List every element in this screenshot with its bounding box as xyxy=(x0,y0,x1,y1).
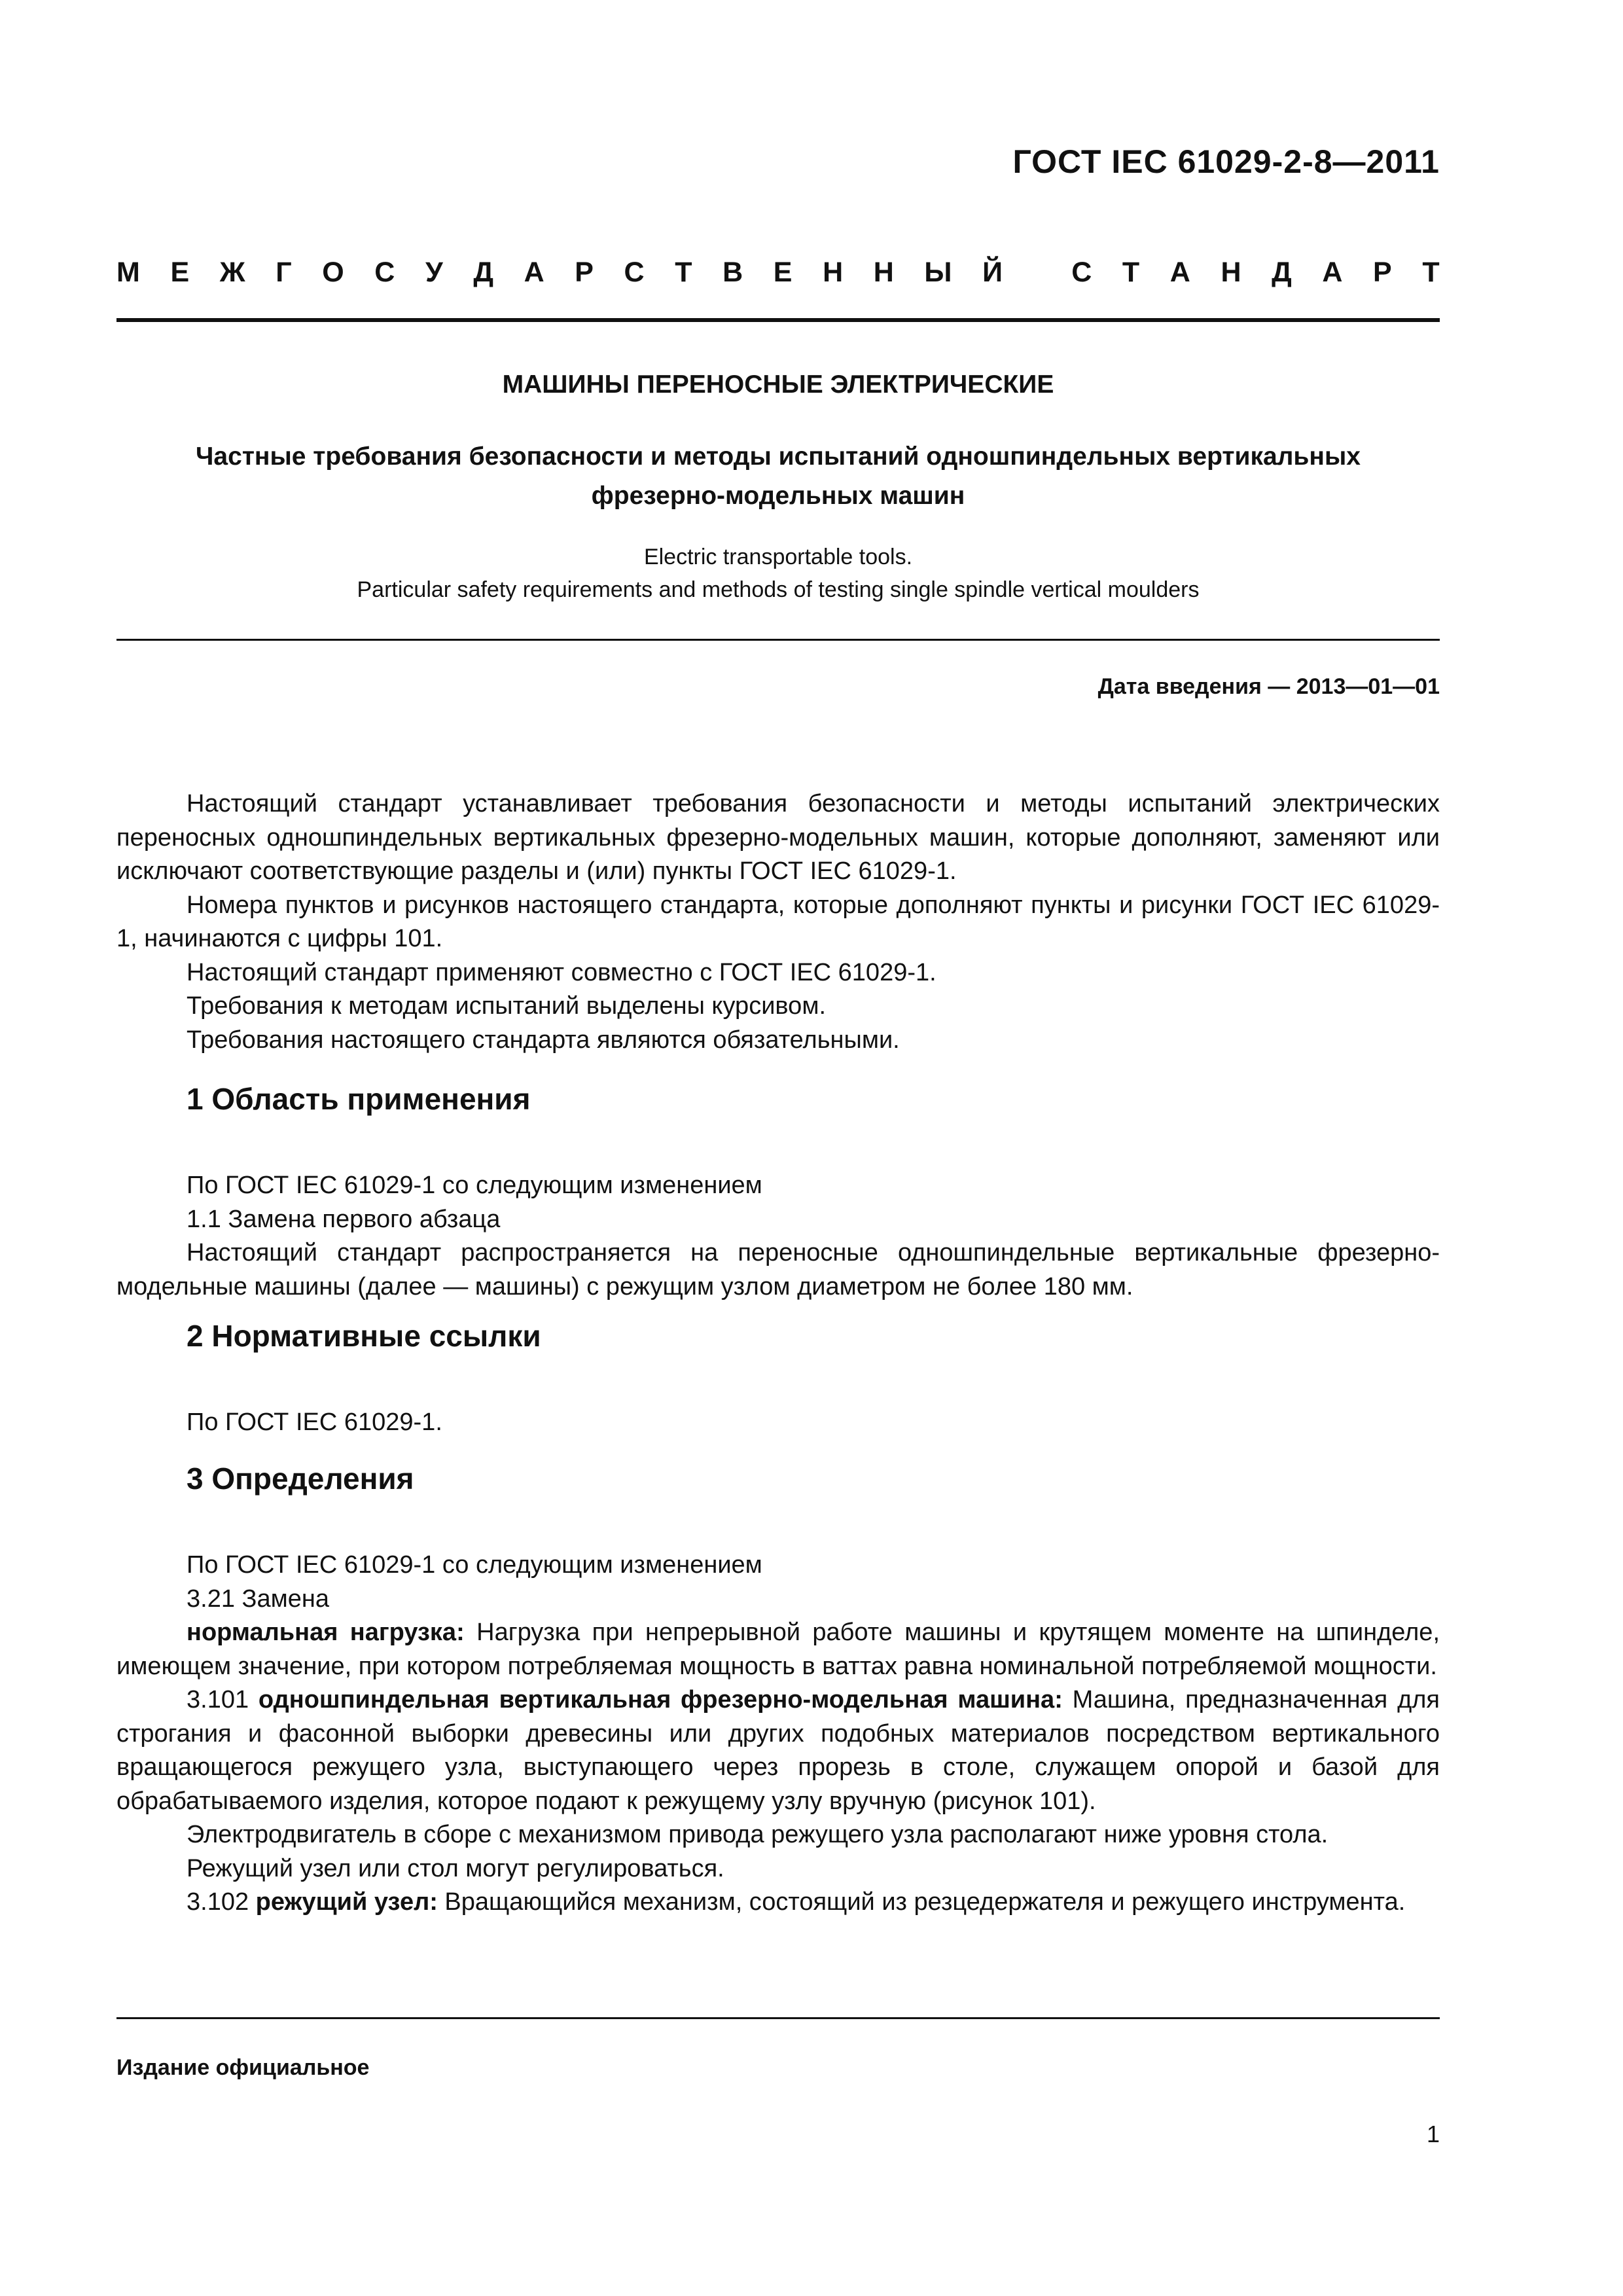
section-paragraph: По ГОСТ IEC 61029-1. xyxy=(187,1408,442,1436)
definition-text: Вращающийся механизм, состоящий из резцедержателя и режущего инструмента. xyxy=(437,1888,1406,1916)
title-letter: У xyxy=(425,257,443,288)
title-letter: С xyxy=(624,257,645,288)
title-letter: Т xyxy=(1122,257,1140,288)
definition-3-102 xyxy=(116,1886,1440,1920)
section-paragraph: Электродвигатель в сборе с механизмом привода режущего узла располагают ниже уровня стола. xyxy=(187,1821,1329,1848)
document-page xyxy=(116,0,1440,2296)
clause-number: 3.102 xyxy=(187,1888,256,1916)
subtitle-line-2: фрезерно-модельных машин xyxy=(591,482,965,510)
definition-3-101 xyxy=(116,1683,1440,1818)
english-title-line-2: Particular safety requirements and methods of testing single spindle vertical moulders xyxy=(357,577,1200,602)
section-paragraph: 1.1 Замена первого абзаца xyxy=(187,1205,501,1233)
preamble xyxy=(116,787,1440,1057)
title-letter: С xyxy=(1071,257,1092,288)
document-subtitle xyxy=(116,437,1440,516)
section-1-heading: 1 Область применения xyxy=(187,1082,531,1116)
title-letter: Н xyxy=(873,257,894,288)
title-letter: Е xyxy=(170,257,190,288)
title-letter: Р xyxy=(1373,257,1392,288)
footer-rule xyxy=(116,2017,1440,2019)
definition-text: Машина, предназначенная для строгания и фасонной выборки древесины или других подобных материалов посредством вертикального вращающегося режущего узла, выступающего через прорезь в столе, служащем опорой и базой для обрабатываемого изделия, которое подают к режущему узлу вручную (рисунок 101). xyxy=(116,1686,1440,1815)
section-paragraph: По ГОСТ IEC 61029-1 со следующим изменением xyxy=(187,1551,762,1579)
title-rule xyxy=(116,639,1440,641)
title-letter: Ж xyxy=(219,257,245,288)
title-letter: А xyxy=(524,257,544,288)
standard-code: ГОСТ IEC 61029-2-8—2011 xyxy=(1012,143,1440,180)
title-letter: Р xyxy=(575,257,594,288)
title-letter: В xyxy=(722,257,743,288)
document-title: МАШИНЫ ПЕРЕНОСНЫЕ ЭЛЕКТРИЧЕСКИЕ xyxy=(502,370,1054,399)
title-letter: Д xyxy=(473,257,493,288)
section-2-body xyxy=(116,1406,1440,1440)
section-2-heading: 2 Нормативные ссылки xyxy=(187,1319,541,1353)
title-letter: О xyxy=(322,257,344,288)
page-number: 1 xyxy=(1426,2121,1440,2147)
title-gap xyxy=(1033,257,1041,289)
definition-text: Нагрузка при непрерывной работе машины и крутящем моменте на шпинделе, имеющем значение, при котором потребляемая мощность в ваттах равна номинальной потребляемой мощности. xyxy=(116,1619,1440,1680)
preamble-paragraph: Настоящий стандарт применяют совместно с ГОСТ IEC 61029-1. xyxy=(187,958,936,986)
standard-kind-title xyxy=(116,257,1440,289)
title-letter: Г xyxy=(276,257,292,288)
title-letter: Т xyxy=(1422,257,1440,288)
title-letter: Т xyxy=(675,257,692,288)
section-3-heading: 3 Определения xyxy=(187,1462,414,1496)
section-3-body xyxy=(116,1549,1440,1920)
section-1-body xyxy=(116,1169,1440,1304)
section-paragraph: По ГОСТ IEC 61029-1 со следующим изменением xyxy=(187,1172,762,1199)
preamble-paragraph: Номера пунктов и рисунков настоящего стандарта, которые дополняют пункты и рисунки ГОСТ IEC 61029-1, начинаются с цифры 101. xyxy=(116,891,1440,952)
term: одношпиндельная вертикальная фрезерно-модельная машина: xyxy=(258,1686,1063,1713)
english-title xyxy=(116,541,1440,606)
header-rule xyxy=(116,318,1440,322)
subtitle-line-1: Частные требования безопасности и методы испытаний одношпиндельных вертикальных xyxy=(196,442,1361,471)
title-letter: Д xyxy=(1272,257,1292,288)
preamble-paragraph: Настоящий стандарт устанавливает требования безопасности и методы испытаний электрических переносных одношпиндельных вертикальных фрезерно-модельных машин, которые дополняют, заменяют или исключают соответствующие разделы и (или) пункты ГОСТ IEC 61029-1. xyxy=(116,790,1440,885)
section-paragraph: Режущий узел или стол могут регулироваться. xyxy=(187,1854,724,1882)
title-letter: Н xyxy=(1221,257,1241,288)
title-letter: А xyxy=(1169,257,1190,288)
introduction-date: Дата введения — 2013—01—01 xyxy=(1097,674,1440,699)
title-letter: М xyxy=(116,257,140,288)
official-edition-label: Издание официальное xyxy=(116,2055,370,2080)
title-letter: Н xyxy=(823,257,844,288)
title-letter: Ы xyxy=(924,257,952,288)
section-paragraph: 3.21 Замена xyxy=(187,1585,329,1613)
clause-number: 3.101 xyxy=(187,1686,259,1713)
title-letter: Й xyxy=(982,257,1003,288)
term: нормальная нагрузка: xyxy=(187,1619,465,1646)
english-title-line-1: Electric transportable tools. xyxy=(643,545,913,569)
preamble-paragraph: Требования настоящего стандарта являются обязательными. xyxy=(187,1026,900,1054)
title-letter: С xyxy=(374,257,395,288)
title-letter: Е xyxy=(773,257,793,288)
term: режущий узел: xyxy=(255,1888,438,1916)
section-paragraph: Настоящий стандарт распространяется на переносные одношпиндельные вертикальные фрезерно-модельные машины (далее — машины) с режущим узлом диаметром не более 180 мм. xyxy=(116,1239,1440,1300)
title-letter: А xyxy=(1322,257,1343,288)
preamble-paragraph: Требования к методам испытаний выделены курсивом. xyxy=(187,992,826,1020)
definition-normal-load xyxy=(116,1616,1440,1683)
